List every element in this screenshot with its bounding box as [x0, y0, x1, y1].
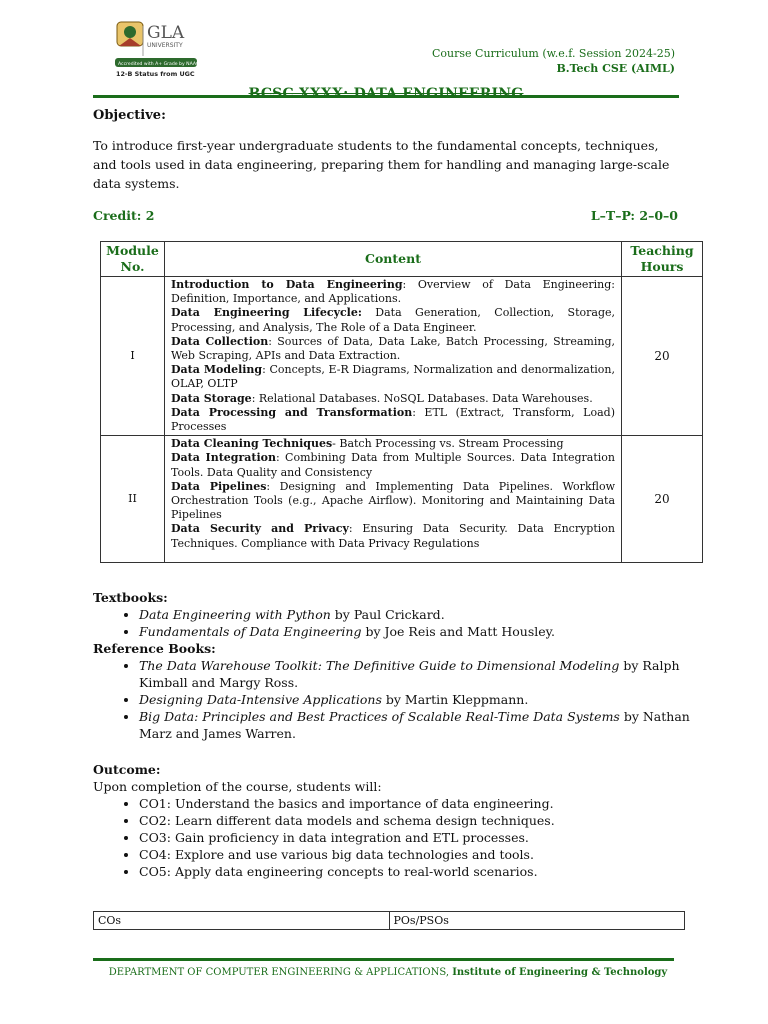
- books-section: [93, 589, 693, 742]
- content-item: Data Security and Privacy: Ensuring Data Security. Data Encryption Techniques. Compliance with Data Privacy Regulations: [171, 522, 615, 550]
- reference-books-heading: Reference Books:: [93, 641, 216, 656]
- list-item: • CO4: Explore and use various big data technologies and tools.: [139, 846, 693, 863]
- content-item: Data Collection: Sources of Data, Data Lake, Batch Processing, Streaming, Web Scraping, APIs and Data Extraction.: [171, 334, 615, 363]
- textbooks-heading: Textbooks:: [93, 590, 168, 605]
- content-item: Data Storage: Relational Databases. NoSQL Databases. Data Warehouses.: [171, 391, 593, 405]
- footer-rule: [93, 958, 674, 961]
- content-item: Introduction to Data Engineering: Overview of Data Engineering: Definition, Importance, and Applications.: [171, 278, 615, 306]
- curriculum-session: Course Curriculum (w.e.f. Session 2024-25): [432, 47, 675, 60]
- objective-text: To introduce first-year undergraduate students to the fundamental concepts, techniques, and tools used in data engineering, preparing them for handling and managing large-scale data systems.: [93, 138, 670, 191]
- header-info: [432, 46, 675, 76]
- footer: [93, 967, 683, 978]
- outcome-section: [93, 761, 693, 880]
- credit: Credit: 2: [93, 208, 155, 223]
- list-item: • Designing Data-Intensive Applications by Martin Kleppmann.: [139, 691, 693, 708]
- module-content: [165, 436, 622, 563]
- logo-wordmark: GLA: [147, 23, 185, 43]
- po-pso-header: POs/PSOs: [389, 912, 685, 930]
- list-item: • CO3: Gain proficiency in data integration and ETL processes.: [139, 829, 693, 846]
- content-item: Data Engineering Lifecycle: Data Generation, Collection, Storage, Processing, and Analysis, The Role of a Data Engineer.: [171, 306, 615, 334]
- module-table-header: [101, 242, 703, 277]
- list-item: • Data Engineering with Python by Paul Crickard.: [139, 606, 693, 623]
- textbooks-list: [93, 606, 693, 640]
- department-name: DEPARTMENT OF COMPUTER ENGINEERING & APPLICATIONS,: [108, 967, 453, 978]
- reference-books-list: [93, 657, 693, 742]
- accreditation-badge: Accredited with A+ Grade by NAAC: [118, 62, 200, 67]
- list-item: • The Data Warehouse Toolkit: The Definitive Guide to Dimensional Modeling by Ralph Kimball and Margy Ross.: [139, 657, 693, 691]
- module-number: I: [101, 277, 165, 436]
- table-row: [101, 277, 703, 436]
- module-number: II: [101, 436, 165, 563]
- header-module-no: Module No.: [101, 242, 165, 277]
- content-item: Data Processing and Transformation: ETL (Extract, Transform, Load) Processes: [171, 405, 615, 434]
- ltp: L–T–P: 2–0–0: [590, 208, 678, 223]
- objective-heading: Objective:: [93, 108, 166, 123]
- co-header: COs: [94, 912, 390, 930]
- outcome-intro: Upon completion of the course, students will:: [93, 779, 382, 794]
- institute-name: Institute of Engineering & Technology: [452, 967, 668, 978]
- program-name: B.Tech CSE (AIML): [556, 62, 675, 75]
- teaching-hours: 20: [622, 277, 703, 436]
- header-content: Content: [165, 242, 622, 277]
- ugc-status: 12-B Status from UGC: [116, 70, 195, 78]
- content-item: Data Modeling: Concepts, E-R Diagrams, Normalization and denormalization, OLAP, OLTP: [171, 363, 615, 391]
- outcome-heading: Outcome:: [93, 762, 161, 777]
- list-item: • Big Data: Principles and Best Practices of Scalable Real-Time Data Systems by Nathan Marz and James Warren.: [139, 708, 693, 742]
- header-teaching-hours: Teaching Hours: [622, 242, 703, 277]
- content-item: Data Integration: Combining Data from Multiple Sources. Data Integration Tools. Data Quality and Consistency: [171, 451, 615, 479]
- list-item: • CO1: Understand the basics and importance of data engineering.: [139, 795, 693, 812]
- teaching-hours: 20: [622, 436, 703, 563]
- list-item: • CO2: Learn different data models and schema design techniques.: [139, 812, 693, 829]
- table-row: [94, 912, 685, 930]
- content-item: Data Cleaning Techniques- Batch Processing vs. Stream Processing: [171, 437, 564, 451]
- outcome-list: [93, 795, 693, 880]
- module-content: [165, 277, 622, 436]
- module-table: [100, 241, 703, 563]
- logo-subtitle: UNIVERSITY: [147, 42, 183, 49]
- co-po-table: [93, 911, 685, 930]
- list-item: • Fundamentals of Data Engineering by Joe Reis and Matt Housley.: [139, 623, 693, 640]
- table-row: [101, 436, 703, 563]
- course-title: BCSC XXXX: DATA ENGINEERING: [248, 86, 524, 102]
- list-item: • CO5: Apply data engineering concepts to real-world scenarios.: [139, 863, 693, 880]
- content-item: Data Pipelines: Designing and Implementing Data Pipelines. Workflow Orchestration Tools (e.g., Apache Airflow). Monitoring and Maintaining Data Pipelines: [171, 479, 615, 522]
- university-logo: [113, 16, 201, 80]
